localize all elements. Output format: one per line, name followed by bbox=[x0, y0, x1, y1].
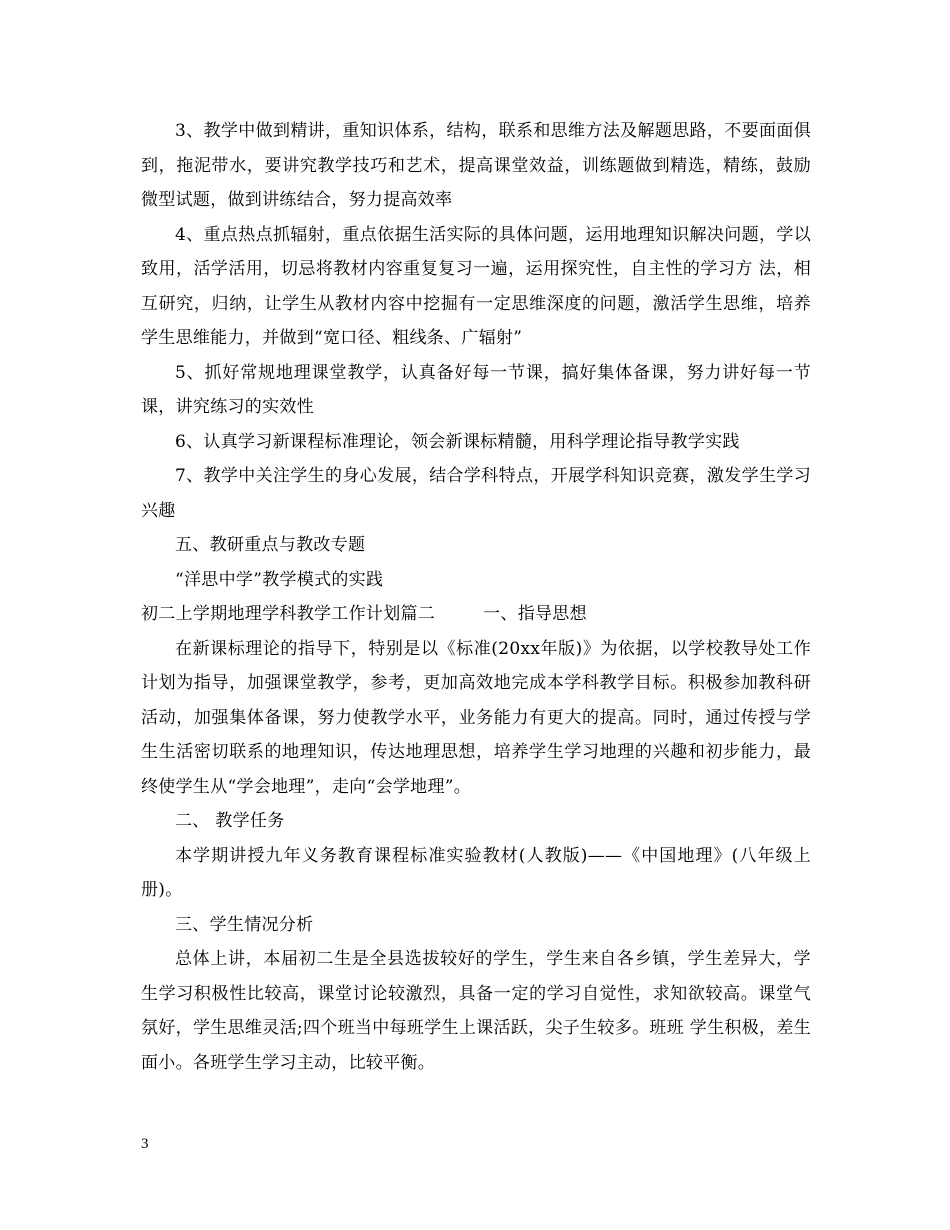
paragraph-item-6: 6、认真学习新课程标准理论，领会新课标精髓，用科学理论指导教学实践 bbox=[175, 431, 740, 452]
teaching-task-heading: 二、 教学任务 bbox=[175, 811, 285, 831]
paragraph-item-4: 4、重点热点抓辐射，重点依据生活实际的具体问题，运用地理知识解决问题，学以致用，活学活用，切忌将教材内容重复复习一遍，运用探究性，自主性的学习方 法，相互研究，归纳，让学生从教材内容中挖掘有一定思维深度的问题，激活学生思维，培养学生思维能力，并做到“宽口径、粗线条、广辐射” bbox=[141, 224, 811, 348]
document-body bbox=[141, 114, 811, 1080]
paragraph-item-7: 7、教学中关注学生的身心发展，结合学科特点，开展学科知识竞赛，激发学生学习兴趣 bbox=[141, 466, 811, 521]
paragraph-item-3: 3、教学中做到精讲，重知识体系，结构，联系和思维方法及解题思路，不要面面俱到，拖泥带水，要讲究教学技巧和艺术，提高课堂效益，训练题做到精选，精练，鼓励微型试题，做到讲练结合，努力提高效率 bbox=[141, 121, 811, 210]
guiding-thought-heading: 一、指导思想 bbox=[483, 604, 587, 624]
student-analysis-heading: 三、学生情况分析 bbox=[175, 914, 314, 935]
student-analysis-paragraph: 总体上讲，本届初二生是全县选拔较好的学生，学生来自各乡镇，学生差异大，学生学习积极性比较高，课堂讨论较激烈，具备一定的学习自觉性，求知欲较高。课堂气氛好，学生思维灵活;四个班当中每班学生上课活跃，尖子生较多。班班 学生积极，差生面小。各班学生学习主动，比较平衡。 bbox=[141, 949, 811, 1073]
part-two-heading bbox=[141, 597, 811, 632]
part-two-title: 初二上学期地理学科教学工作计划篇二 bbox=[141, 604, 436, 624]
guiding-thought-paragraph: 在新课标理论的指导下，特别是以《标准(20xx年版)》为依据，以学校教导处工作计划为指导，加强课堂教学，参考，更加高效地完成本学科教学目标。积极参加教科研活动，加强集体备课，努力使教学水平，业务能力有更大的提高。同时，通过传授与学生生活密切联系的地理知识，传达地理思想，培养学生学习地理的兴趣和初步能力，最终使学生从“学会地理”，走向“会学地理”。 bbox=[141, 638, 811, 797]
section-heading-research: 五、教研重点与教改专题 bbox=[175, 535, 366, 555]
paragraph-item-5: 5、抓好常规地理课堂教学，认真备好每一节课，搞好集体备课，努力讲好每一节课，讲究练习的实效性 bbox=[141, 362, 811, 417]
page-number: 3 bbox=[141, 1136, 149, 1152]
teaching-task-paragraph: 本学期讲授九年义务教育课程标准实验教材(人教版)——《中国地理》(八年级上册)。 bbox=[141, 845, 811, 900]
research-topic: “洋思中学”教学模式的实践 bbox=[175, 569, 384, 590]
